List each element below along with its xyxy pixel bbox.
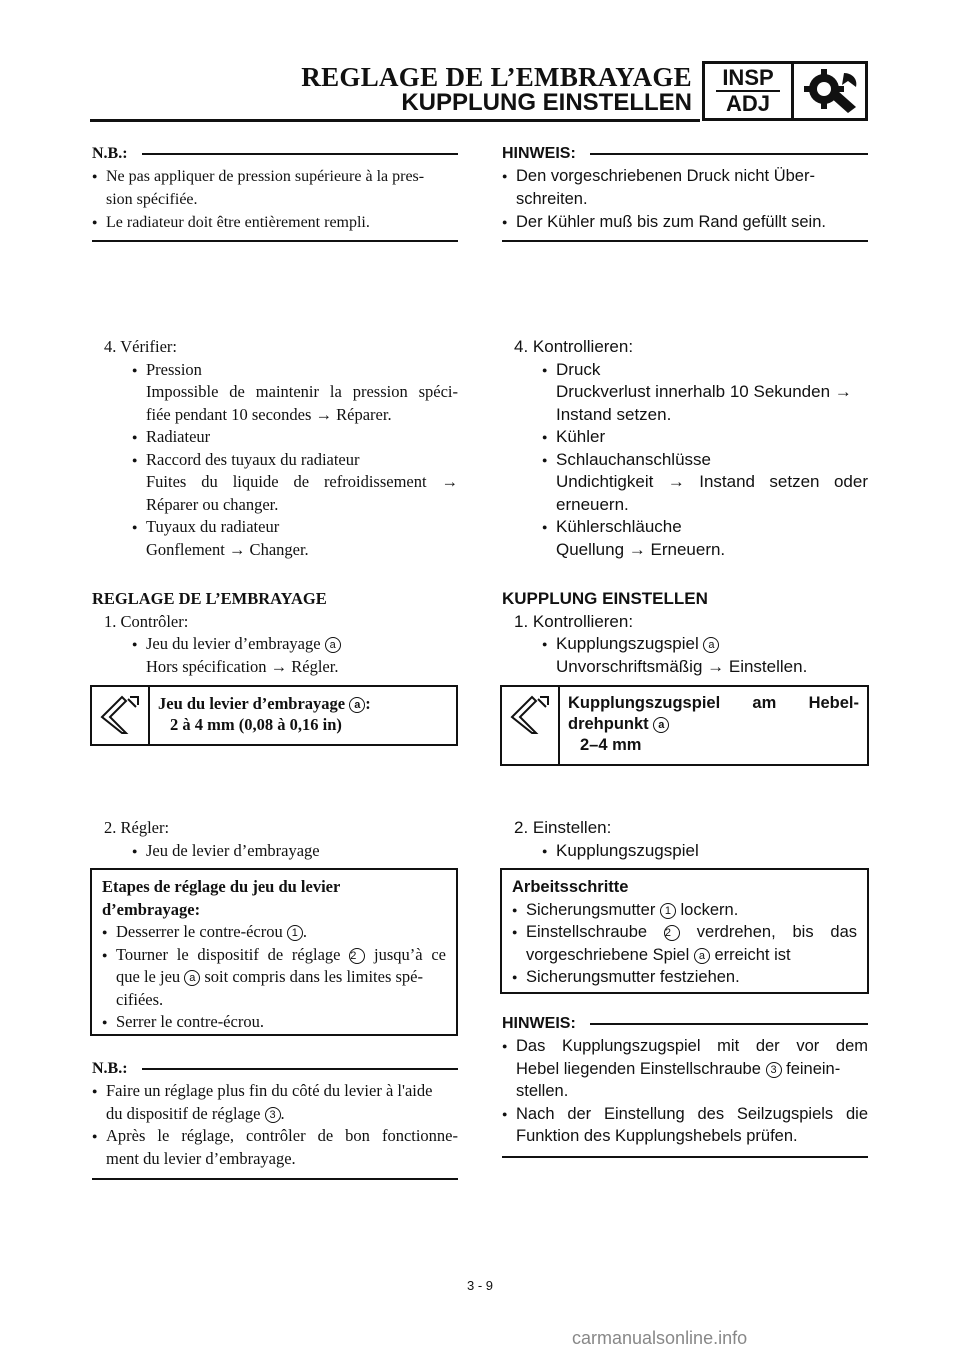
wrench-gear-icon [794,64,865,118]
header-title-de: KUPPLUNG EINSTELLEN [401,89,692,116]
check-text: Impossible de maintenir la pression spéci- [146,382,458,401]
adjust-fr [92,817,458,862]
check-item: ● Kühlerschläuche [502,516,868,539]
steps-box-fr [90,868,458,1036]
spec-box-fr [90,685,458,746]
watermark: carmanualsonline.info [572,1328,748,1348]
page-number: 3 - 9 [466,1278,493,1293]
caliper-icon [502,687,560,764]
section-title: KUPPLUNG EINSTELLEN [502,589,708,608]
check-item: ● Kupplungszugspiel [502,840,868,863]
note-fr-2 [92,1060,458,1180]
check-item: ● Jeu de levier d’embrayage [92,840,458,863]
box-item: ● Tourner le dispositif de réglage 2 jusqu’à ce [102,944,446,967]
check-text: fiée pendant 10 secondes → Réparer. [146,404,392,424]
check-text: Réparer ou changer. [146,494,279,514]
spec-label: drehpunkt a [568,714,859,735]
check-item: ● Pression [92,359,458,382]
check-item: ● Raccord des tuyaux du radiateur [92,449,458,472]
step-heading: 4. Vérifier: [104,337,178,356]
check-text: Gonflement → Changer. [146,539,309,559]
note-item: ● Das Kupplungszugspiel mit der vor dem [502,1035,868,1058]
note-fr-1 [92,145,458,242]
box-item: ● Serrer le contre-écrou. [102,1011,446,1034]
step-heading: 1. Kontrollieren: [514,611,634,631]
steps-box-de [500,868,869,994]
note-item: ● Der Kühler muß bis zum Rand gefüllt sein. [502,211,868,234]
box-item-cont: vorgeschriebene Spiel a erreicht ist [526,945,791,964]
box-item: ● Einstellschraube 2 verdrehen, bis das [512,921,857,944]
box-title: d’embrayage: [102,899,201,919]
step-heading: 4. Kontrollieren: [514,337,634,356]
callout-a: a [703,637,719,653]
note-item-cont: stellen. [516,1082,569,1100]
check-item: ● Druck [502,359,868,382]
spec-label: Jeu du levier d’embrayage a : [158,694,371,713]
note-item-cont: du dispositif de réglage 3 . [106,1103,285,1123]
note-item: ● Nach der Einstellung des Seilzugspiels die [502,1103,868,1126]
note-item: ● Le radiateur doit être entièrement rempli. [92,211,458,234]
note-item: ● Faire un réglage plus fin du côté du levier à l'aide [92,1080,458,1103]
box-item: ● Sicherungsmutter 1 lockern. [512,899,857,922]
check-item: ● Jeu du levier d’embrayage a [92,633,458,656]
clutch-de [502,588,868,678]
badge-insp: INSP [722,65,774,90]
step-heading: 1. Contrôler: [104,611,189,631]
spec-box-de [500,685,869,766]
box-item: ● Desserrer le contre-écrou 1 . [102,921,446,944]
section-title: REGLAGE DE L’EMBRAYAGE [92,589,327,608]
header-title-fr: REGLAGE DE L’EMBRAYAGE [301,62,692,92]
check-text: Hors spécification → Régler. [146,656,339,676]
check-de [502,336,868,561]
box-title: Etapes de réglage du jeu du levier [102,877,341,896]
note-item-cont: sion spécifiée. [106,191,198,208]
note-heading: N.B.: [92,1060,128,1077]
check-text: Unvorschriftsmäßig → Einstellen. [556,656,808,676]
note-heading: HINWEIS: [502,1015,576,1032]
check-text: Undichtigkeit → Instand setzen oder [556,472,868,491]
note-item-cont: schreiten. [516,190,588,208]
check-item: ● Kupplungszugspiel a [502,633,868,656]
check-text: Fuites du liquide de refroidissement → [146,472,458,491]
check-item: ● Kühler [502,426,868,449]
box-item: ● Sicherungsmutter festziehen. [512,966,857,989]
step-heading: 2. Einstellen: [514,818,612,837]
badge-adj: ADJ [716,90,780,116]
note-item-cont: Hebel liegenden Einstellschraube 3 feinein- [516,1059,841,1078]
caliper-icon [92,687,150,744]
box-title: Arbeitsschritte [512,878,629,896]
note-item: ● Après le réglage, contrôler de bon fonctionne- [92,1125,458,1148]
check-item: ● Schlauchanschlüsse [502,449,868,472]
section-badge [702,61,868,121]
box-item-cont: cifiées. [116,989,164,1009]
note-item: ● Ne pas appliquer de pression supérieure à la pres- [92,165,458,188]
header-rule [90,119,700,122]
check-fr [92,336,458,561]
box-item-cont: que le jeu a soit compris dans les limites spé- [116,967,423,986]
check-text: Quellung → Erneuern. [556,539,726,559]
spec-value: 2–4 mm [580,736,642,754]
check-text: erneuern. [556,494,629,514]
spec-label: Kupplungszugspiel am Hebel- [568,694,859,712]
note-de-2 [502,1015,868,1158]
note-item: ● Den vorgeschriebenen Druck nicht Über- [502,165,868,188]
note-de-1 [502,145,868,242]
clutch-fr [92,588,458,678]
adjust-de [502,817,868,862]
check-item: ● Radiateur [92,426,458,449]
note-item-cont: Funktion des Kupplungshebels prüfen. [516,1127,798,1145]
check-text: Instand setzen. [556,404,672,424]
check-item: ● Tuyaux du radiateur [92,516,458,539]
note-heading: N.B.: [92,145,128,162]
note-heading: HINWEIS: [502,145,576,162]
note-item-cont: ment du levier d’embrayage. [106,1148,296,1168]
step-heading: 2. Régler: [104,818,170,837]
spec-value: 2 à 4 mm (0,08 à 0,16 in) [170,715,342,734]
callout-a: a [325,637,341,653]
check-text: Druckverlust innerhalb 10 Sekunden → [556,382,852,401]
